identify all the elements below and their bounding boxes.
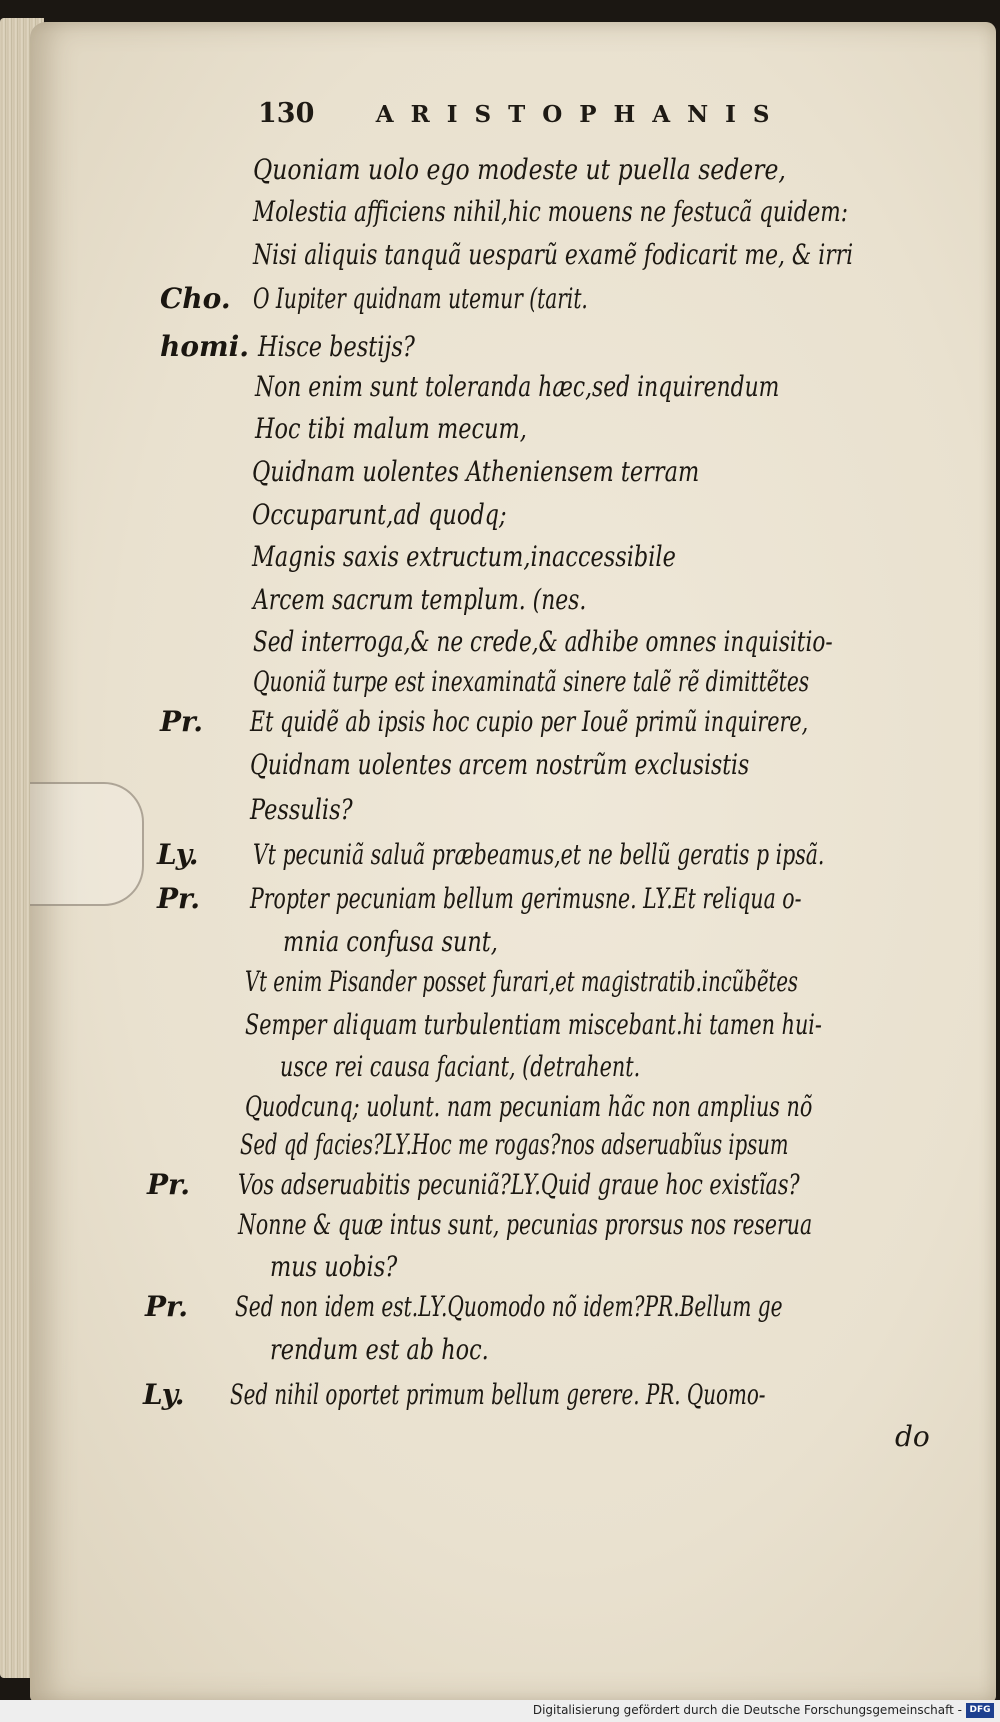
text-line: Quoniam uolo ego modeste ut puella sedere, (253, 153, 786, 186)
text-line: Non enim sunt toleranda hæc,sed inquirendum (255, 370, 780, 403)
text-line: Nonne & quæ intus sunt, pecunias prorsus nos reserua (238, 1208, 813, 1241)
text-line: Nisi aliquis tanquã uesparũ examẽ fodicarit me, & irri (253, 238, 854, 271)
speaker-label: Ly. (157, 838, 199, 871)
text-line: rendum est ab hoc. (270, 1333, 489, 1366)
running-head (258, 98, 787, 129)
text-line: Arcem sacrum templum. (nes. (253, 583, 587, 616)
text-line: Hisce bestijs? (258, 330, 415, 363)
text-line: mnia confusa sunt, (283, 925, 498, 958)
text-line: Magnis saxis extructum,inaccessibile (252, 540, 676, 573)
text-line: Quidnam uolentes Atheniensem terram (252, 455, 700, 488)
speaker-label: Pr. (157, 882, 200, 915)
text-line: Propter pecuniam bellum gerimusne. LY.Et reliqua o- (250, 882, 802, 915)
page-clip (30, 782, 144, 906)
footer-bar (0, 1700, 1000, 1722)
text-line: do (895, 1420, 930, 1453)
text-line: Quoniã turpe est inexaminatã sinere talẽ rẽ dimittẽtes (253, 665, 810, 698)
text-line: usce rei causa faciant, (detrahent. (280, 1050, 641, 1083)
speaker-label: Ly. (143, 1378, 185, 1411)
text-line: Quodcunq; uolunt. nam pecuniam hãc non amplius nõ (245, 1090, 813, 1123)
speaker-label: homi. (160, 330, 250, 363)
text-line: Sed qd facies?LY.Hoc me rogas?nos adseruabĩus ipsum (240, 1128, 789, 1161)
text-line: Sed interroga,& ne crede,& adhibe omnes inquisitio- (253, 625, 833, 658)
text-line: Sed non idem est.LY.Quomodo nõ idem?PR.Bellum ge (235, 1290, 783, 1323)
speaker-label: Cho. (160, 282, 231, 315)
text-line: mus uobis? (270, 1250, 398, 1283)
text-line: Vos adseruabitis pecuniã?LY.Quid graue hoc existĩas? (238, 1168, 800, 1201)
page-number: 130 (258, 98, 315, 129)
text-line: Molestia afficiens nihil,hic mouens ne festucã quidem: (253, 195, 848, 228)
text-line: Sed nihil oportet primum bellum gerere. PR. Quomo- (230, 1378, 766, 1411)
text-line: O Iupiter quidnam utemur (tarit. (253, 282, 588, 315)
speaker-label: Pr. (145, 1290, 188, 1323)
text-line: Pessulis? (250, 793, 353, 826)
speaker-label: Pr. (147, 1168, 190, 1201)
text-line: Vt enim Pisander posset furari,et magistratib.incũbẽtes (245, 965, 798, 998)
text-line: Semper aliquam turbulentiam miscebant.hi tamen hui- (245, 1008, 822, 1041)
text-line: Hoc tibi malum mecum, (255, 412, 527, 445)
text-line: Vt pecuniã saluã præbeamus,et ne bellũ geratis p ipsã. (253, 838, 825, 871)
text-line: Quidnam uolentes arcem nostrũm exclusistis (250, 748, 750, 781)
speaker-label: Pr. (160, 705, 203, 738)
text-line: Occuparunt,ad quodq; (252, 498, 507, 531)
funding-credit: Digitalisierung gefördert durch die Deutsche Forschungsgemeinschaft - (532, 1703, 962, 1717)
text-line: Et quidẽ ab ipsis hoc cupio per Iouẽ primũ inquirere, (250, 705, 809, 738)
dfg-logo: DFG (966, 1703, 994, 1718)
running-title: ARISTOPHANIS (375, 101, 787, 128)
